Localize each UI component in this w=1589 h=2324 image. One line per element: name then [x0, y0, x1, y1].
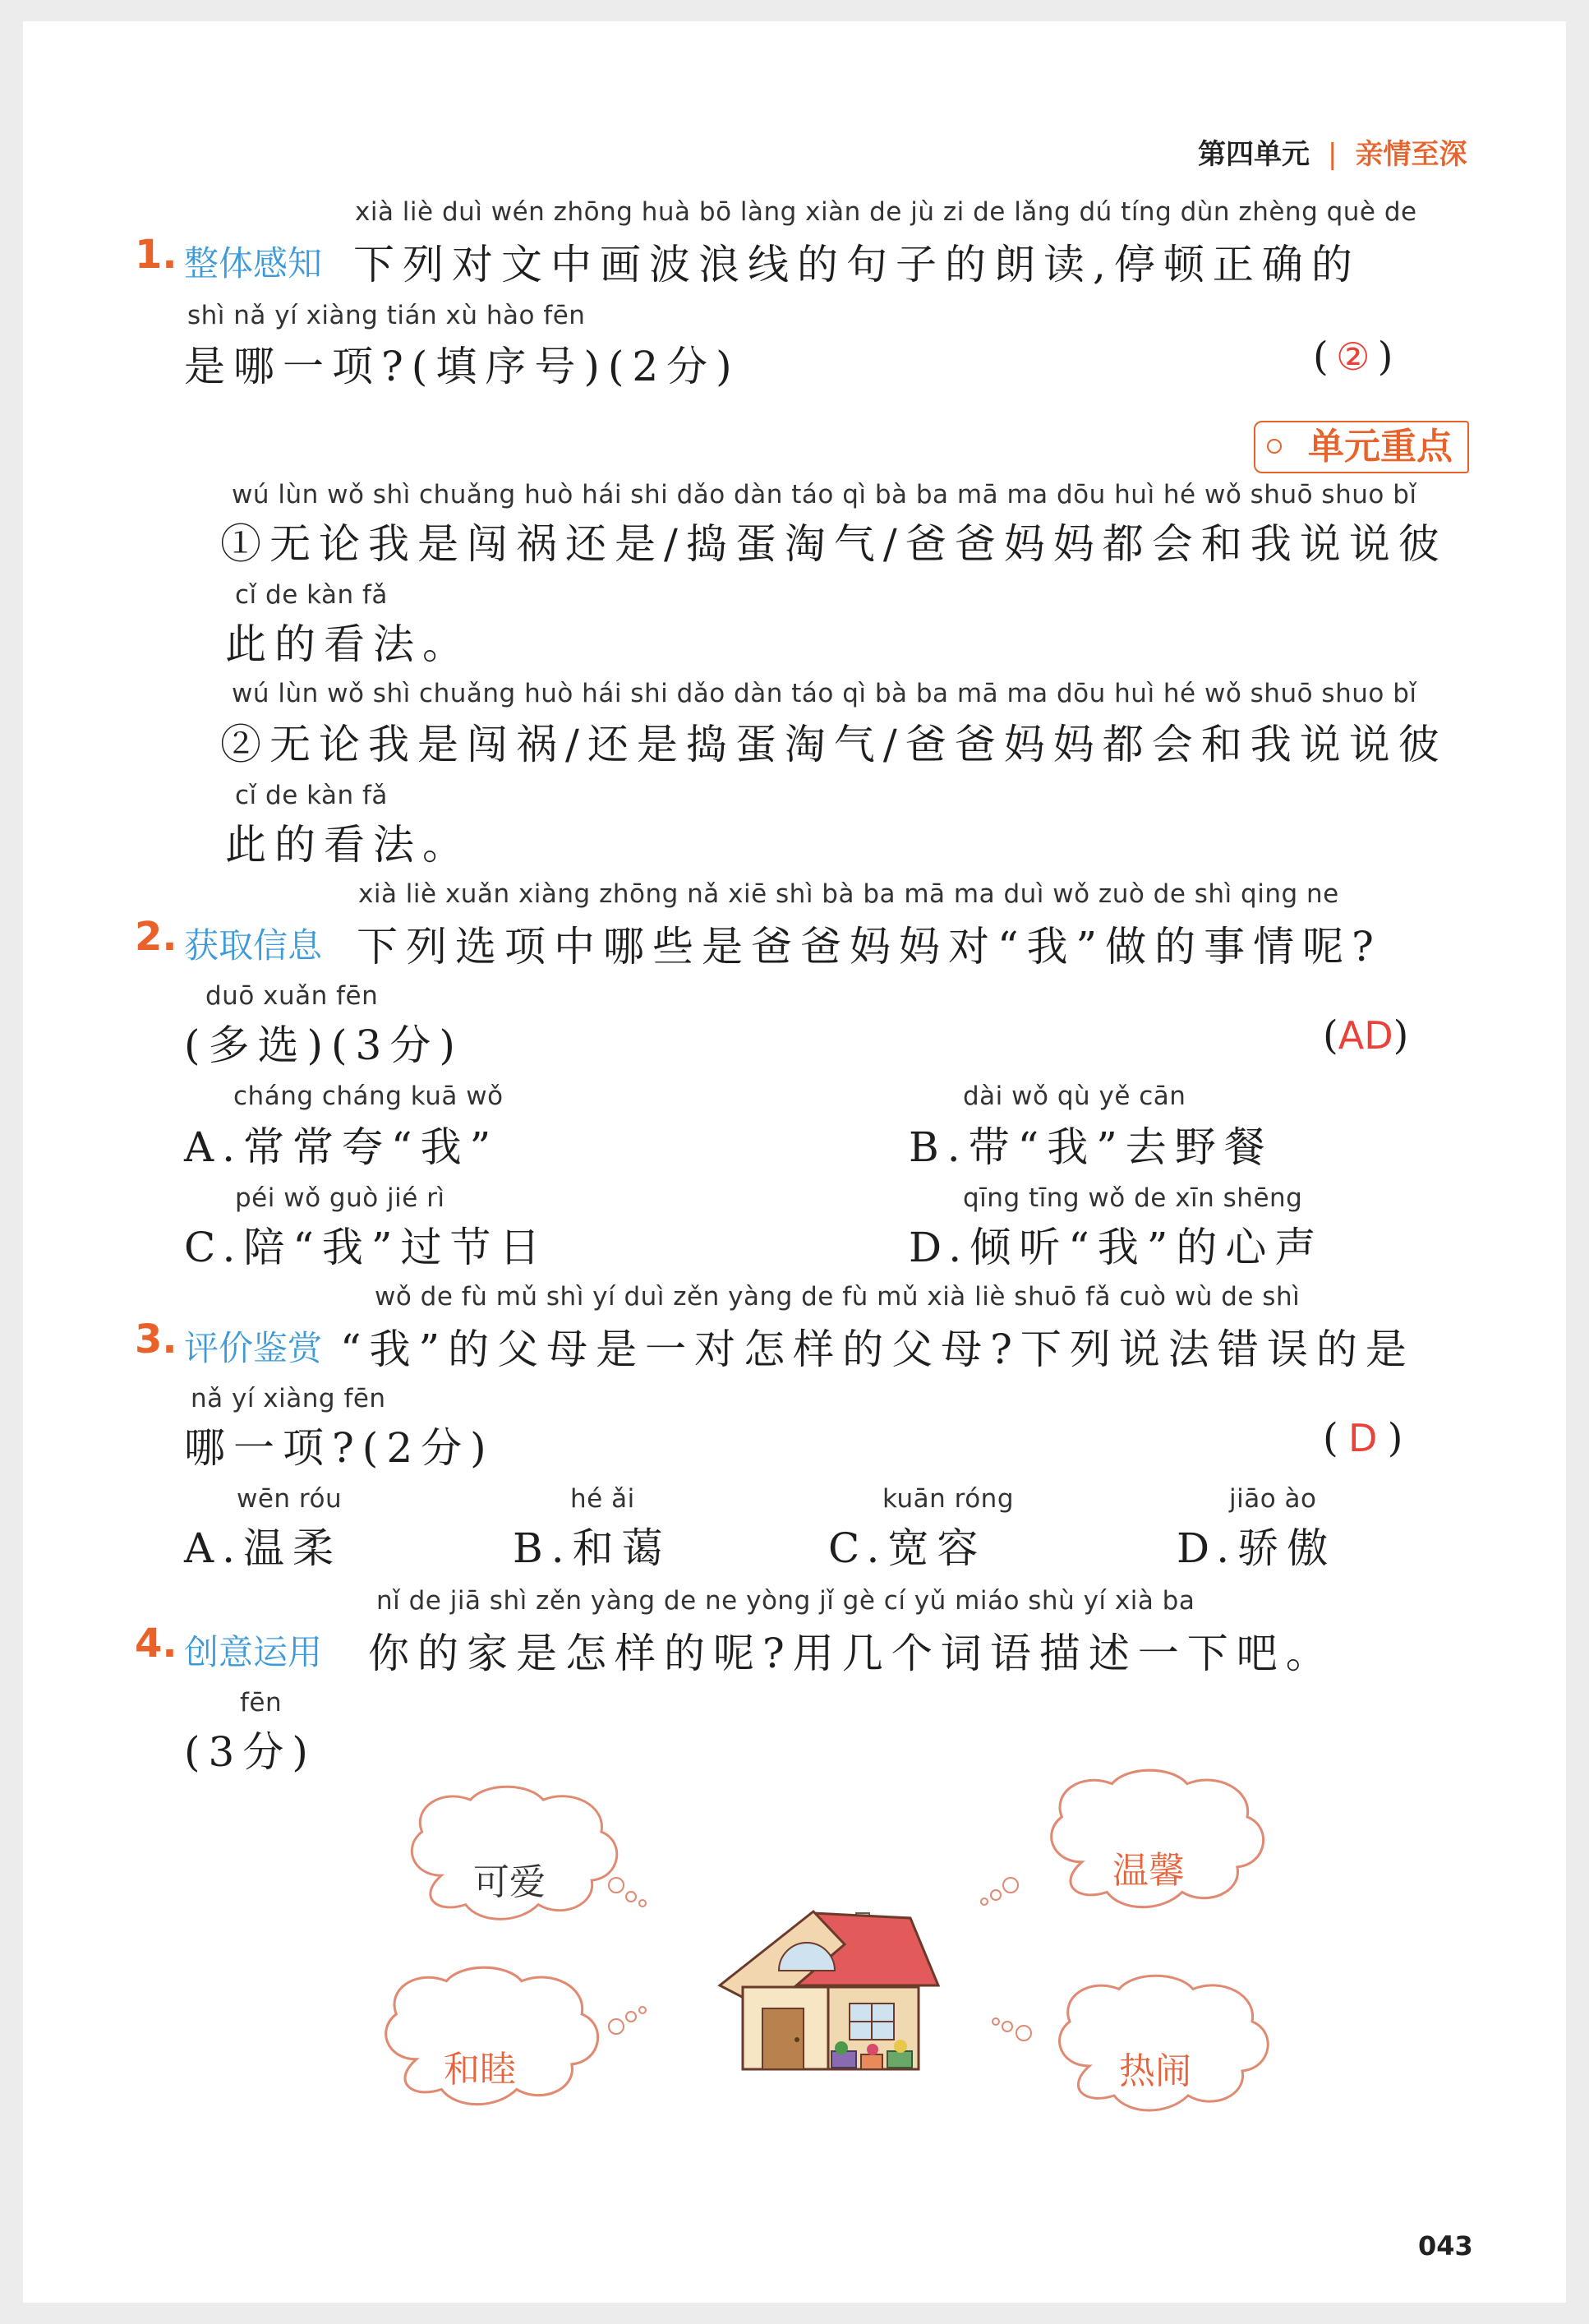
- q1-line2-pinyin: shì nǎ yí xiàng tián xù hào fēn: [187, 301, 586, 330]
- q1-line1-pinyin: xià liè duì wén zhōng huà bō làng xiàn de jù zi de lǎng dú tíng dùn zhèng què de: [355, 197, 1417, 227]
- q2-optD-pinyin: qīng tīng wǒ de xīn shēng: [963, 1183, 1303, 1213]
- q3-category: 评价鉴赏: [184, 1328, 323, 1368]
- unit-label: 第四单元: [1198, 138, 1310, 171]
- header-separator: |: [1328, 138, 1338, 171]
- q1-number: 1.: [135, 232, 177, 278]
- q3-optA-pinyin: wēn róu: [237, 1484, 343, 1514]
- bubble-dot: [609, 1878, 624, 1893]
- unit-theme: 亲情至深: [1355, 138, 1467, 171]
- q3-number: 3.: [135, 1316, 177, 1363]
- cloud-word-2: 温馨: [1112, 1850, 1185, 1892]
- badge-label: 单元重点: [1308, 426, 1453, 468]
- q2-line1-pinyin: xià liè xuǎn xiàng zhōng nǎ xiē shì bà ba mā ma duì wǒ zuò de shì qing ne: [358, 879, 1339, 909]
- q3-optD-pinyin: jiāo ào: [1229, 1484, 1317, 1514]
- q3-optD-text: D.骄傲: [1177, 1524, 1337, 1572]
- cloud-word-1: 可爱: [473, 1861, 546, 1903]
- q4-number: 4.: [135, 1621, 177, 1667]
- q3-optB-pinyin: hé ǎi: [570, 1484, 635, 1514]
- answer-illustration: [23, 21, 1566, 2303]
- cloud-word-3: 和睦: [444, 2049, 516, 2091]
- cloud-word-4: 热闹: [1119, 2050, 1191, 2092]
- q3-line2-pinyin: nǎ yí xiàng fēn: [191, 1384, 386, 1413]
- q1-opt2-text-a: ②无论我是闯祸/还是捣蛋淘气/爸爸妈妈都会和我说说彼: [220, 721, 1448, 768]
- q1-opt2-pinyin-b: cǐ de kàn fǎ: [235, 781, 388, 810]
- q1-answer: ②: [1336, 334, 1370, 379]
- q2-answer: AD: [1338, 1013, 1393, 1058]
- q2-line2-text: (多选)(3分): [184, 1021, 463, 1069]
- q1-line2-text: 是哪一项?(填序号)(2分): [184, 343, 740, 390]
- q1-opt2-text-b: 此的看法。: [225, 821, 472, 869]
- q2-optC-pinyin: péi wǒ guò jié rì: [235, 1183, 445, 1213]
- bubble-dot: [639, 2007, 646, 2013]
- q3-optB-text: B.和蔼: [513, 1524, 671, 1572]
- q2-optC-text: C.陪“我”过节日: [184, 1224, 549, 1271]
- q2-optB-text: B.带“我”去野餐: [909, 1123, 1274, 1171]
- bubble-dot: [991, 1890, 1001, 1900]
- bubble-dot: [1016, 2026, 1031, 2040]
- q4-line2-text: (3分): [184, 1728, 316, 1776]
- q1-line1-text: 下列对文中画波浪线的句子的朗读,停顿正确的: [353, 241, 1361, 288]
- q1-opt1-text-a: ①无论我是闯祸还是/捣蛋淘气/爸爸妈妈都会和我说说彼: [220, 520, 1448, 568]
- page-number: 043: [1418, 2230, 1473, 2262]
- q1-opt1-pinyin-a: wú lùn wǒ shì chuǎng huò hái shi dǎo dàn táo qì bà ba mā ma dōu huì hé wǒ shuō shuo bǐ: [232, 480, 1417, 510]
- workbook-page: [23, 21, 1566, 2303]
- bubble-dot: [626, 2012, 636, 2022]
- house-icon: [720, 1911, 938, 2069]
- q2-optD-text: D.倾听“我”的心声: [909, 1224, 1324, 1271]
- bubble-dot: [981, 1898, 988, 1905]
- q3-optC-text: C.宽容: [828, 1524, 987, 1572]
- q3-answer-box[interactable]: ( D ): [1323, 1415, 1403, 1461]
- q3-line1-text: “我”的父母是一对怎样的父母?下列说法错误的是: [340, 1326, 1415, 1373]
- q1-opt1-pinyin-b: cǐ de kàn fǎ: [235, 580, 388, 610]
- q2-line1-text: 下列选项中哪些是爸爸妈妈对“我”做的事情呢?: [357, 923, 1382, 971]
- q3-optA-text: A.温柔: [184, 1524, 343, 1572]
- bubble-dot: [1002, 2022, 1012, 2031]
- q4-line1-text: 你的家是怎样的呢?用几个词语描述一下吧。: [368, 1630, 1335, 1677]
- q1-category: 整体感知: [184, 243, 323, 284]
- q3-answer: D: [1348, 1416, 1378, 1460]
- q3-line2-text: 哪一项?(2分): [184, 1424, 495, 1472]
- q2-optA-pinyin: cháng cháng kuā wǒ: [233, 1081, 504, 1111]
- q4-category: 创意运用: [184, 1632, 323, 1672]
- q3-line1-pinyin: wǒ de fù mǔ shì yí duì zěn yàng de fù mǔ xià liè shuō fǎ cuò wù de shì: [375, 1282, 1301, 1312]
- q1-opt1-text-b: 此的看法。: [225, 620, 472, 668]
- bubble-dot: [1003, 1878, 1018, 1893]
- bubble-dot: [609, 2019, 624, 2034]
- q1-opt2-pinyin-a: wú lùn wǒ shì chuǎng huò hái shi dǎo dàn táo qì bà ba mā ma dōu huì hé wǒ shuō shuo bǐ: [232, 679, 1417, 708]
- q1-answer-box[interactable]: ( ② ): [1313, 334, 1393, 380]
- q4-line1-pinyin: nǐ de jiā shì zěn yàng de ne yòng jǐ gè cí yǔ miáo shù yí xià ba: [376, 1586, 1195, 1616]
- q4-line2-pinyin: fēn: [240, 1688, 283, 1718]
- q2-line2-pinyin: duō xuǎn fēn: [205, 981, 379, 1011]
- q2-answer-box[interactable]: (AD): [1323, 1012, 1409, 1058]
- q2-optB-pinyin: dài wǒ qù yě cān: [963, 1081, 1186, 1111]
- bubble-dot: [639, 1900, 646, 1907]
- bubble-dot: [626, 1892, 636, 1902]
- q3-optC-pinyin: kuān róng: [882, 1484, 1014, 1514]
- q2-category: 获取信息: [184, 925, 323, 966]
- bubble-dot: [993, 2018, 999, 2025]
- q2-optA-text: A.常常夸“我”: [184, 1123, 500, 1171]
- q2-number: 2.: [135, 914, 177, 960]
